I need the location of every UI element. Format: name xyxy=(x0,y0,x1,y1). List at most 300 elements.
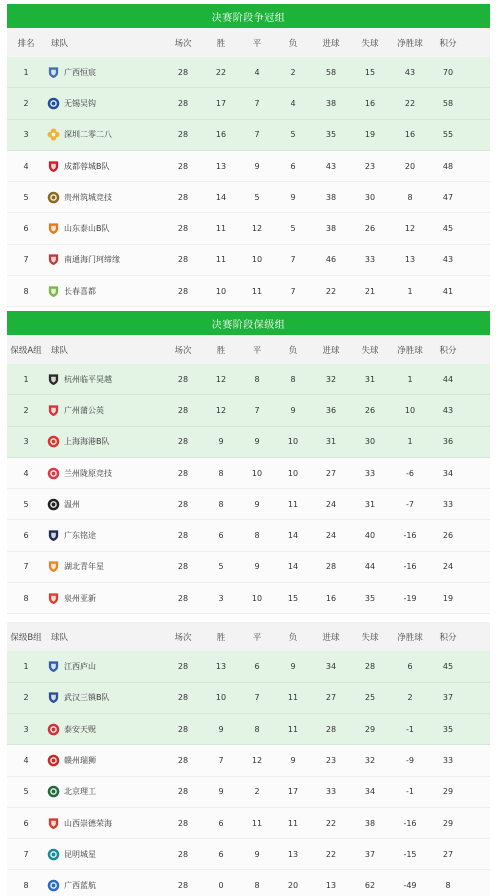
header-rank: 排名 xyxy=(17,38,35,49)
cell-wins: 3 xyxy=(218,593,224,603)
cell-goal-diff: 8 xyxy=(407,192,413,202)
cell-wins: 17 xyxy=(215,98,227,108)
team-cell xyxy=(45,435,163,448)
cell-goals-for: 33 xyxy=(325,787,337,797)
cell-losses: 2 xyxy=(290,67,296,77)
cell-goals-for: 31 xyxy=(325,437,337,447)
cell-rank: 7 xyxy=(23,255,29,265)
cell-goals-against: 34 xyxy=(364,787,376,797)
team-cell xyxy=(45,128,163,141)
cell-played: 28 xyxy=(177,405,189,415)
cell-goals-for: 38 xyxy=(325,192,337,202)
header-losses: 负 xyxy=(288,632,298,643)
team-logo-icon xyxy=(47,97,60,110)
table-row[interactable] xyxy=(7,745,490,776)
cell-rank: 2 xyxy=(23,405,29,415)
team-logo-icon xyxy=(47,128,60,141)
cell-draws: 7 xyxy=(254,130,260,140)
header-rank: 保级A组 xyxy=(10,345,42,356)
team-logo-icon xyxy=(47,66,60,79)
cell-wins: 9 xyxy=(218,724,224,734)
cell-goal-diff: 12 xyxy=(404,224,416,234)
cell-played: 28 xyxy=(177,374,189,384)
cell-goals-against: 29 xyxy=(364,724,376,734)
cell-goals-against: 28 xyxy=(364,662,376,672)
champion-group-title: 决赛阶段争冠组 xyxy=(7,4,490,28)
group-divider xyxy=(7,614,490,622)
cell-wins: 16 xyxy=(215,130,227,140)
table-row[interactable] xyxy=(7,839,490,870)
team-name[interactable]: 上海海港B队 xyxy=(64,437,110,447)
cell-goal-diff: 1 xyxy=(407,286,413,296)
team-name[interactable]: 武汉三镇B队 xyxy=(64,693,110,703)
team-logo-icon xyxy=(47,754,60,767)
header-losses: 负 xyxy=(288,345,298,356)
header-draws: 平 xyxy=(252,632,262,643)
team-cell xyxy=(45,691,163,704)
table-row[interactable] xyxy=(7,245,490,276)
cell-losses: 20 xyxy=(287,881,299,891)
team-name[interactable]: 泉州亚新 xyxy=(64,593,96,603)
cell-points: 26 xyxy=(442,531,454,541)
cell-goals-for: 28 xyxy=(325,562,337,572)
cell-losses: 9 xyxy=(290,755,296,765)
table-row[interactable] xyxy=(7,182,490,213)
cell-losses: 11 xyxy=(287,693,299,703)
cell-points: 33 xyxy=(442,755,454,765)
cell-losses: 7 xyxy=(290,255,296,265)
team-logo-icon xyxy=(47,691,60,704)
cell-goal-diff: -1 xyxy=(406,787,414,797)
team-logo-icon xyxy=(47,560,60,573)
table-row[interactable] xyxy=(7,870,490,896)
cell-rank: 7 xyxy=(23,562,29,572)
header-team: 球队 xyxy=(51,345,69,356)
table-row[interactable] xyxy=(7,427,490,458)
cell-losses: 15 xyxy=(287,593,299,603)
table-body xyxy=(7,57,490,307)
cell-rank: 8 xyxy=(23,593,29,603)
cell-draws: 7 xyxy=(254,405,260,415)
cell-goals-against: 40 xyxy=(364,531,376,541)
team-logo-icon xyxy=(47,253,60,266)
team-logo-icon xyxy=(47,592,60,605)
cell-points: 43 xyxy=(442,405,454,415)
cell-rank: 3 xyxy=(23,437,29,447)
team-name[interactable]: 广东铭途 xyxy=(64,531,96,541)
cell-draws: 8 xyxy=(254,531,260,541)
team-cell xyxy=(45,723,163,736)
cell-goals-against: 31 xyxy=(364,374,376,384)
cell-wins: 13 xyxy=(215,161,227,171)
cell-rank: 3 xyxy=(23,724,29,734)
table-row[interactable] xyxy=(7,489,490,520)
table-row[interactable] xyxy=(7,808,490,839)
cell-goals-against: 19 xyxy=(364,130,376,140)
team-cell xyxy=(45,848,163,861)
header-draws: 平 xyxy=(252,345,262,356)
cell-played: 28 xyxy=(177,224,189,234)
table-row[interactable] xyxy=(7,395,490,426)
cell-played: 28 xyxy=(177,437,189,447)
cell-goals-for: 23 xyxy=(325,755,337,765)
team-name[interactable]: 贵州筑城竞技 xyxy=(64,192,112,202)
cell-points: 8 xyxy=(445,881,451,891)
cell-points: 36 xyxy=(442,437,454,447)
cell-goals-for: 22 xyxy=(325,286,337,296)
table-row[interactable] xyxy=(7,88,490,119)
cell-goals-against: 15 xyxy=(364,67,376,77)
team-name[interactable]: 广西恒宸 xyxy=(64,67,96,77)
cell-goals-for: 34 xyxy=(325,662,337,672)
table-row[interactable] xyxy=(7,552,490,583)
cell-points: 47 xyxy=(442,192,454,202)
team-cell xyxy=(45,191,163,204)
cell-losses: 9 xyxy=(290,662,296,672)
cell-played: 28 xyxy=(177,562,189,572)
table-row[interactable] xyxy=(7,458,490,489)
header-wins: 胜 xyxy=(216,345,226,356)
cell-draws: 12 xyxy=(251,755,263,765)
cell-points: 29 xyxy=(442,818,454,828)
cell-draws: 12 xyxy=(251,224,263,234)
cell-goal-diff: 6 xyxy=(407,662,413,672)
cell-goals-for: 38 xyxy=(325,98,337,108)
cell-rank: 2 xyxy=(23,693,29,703)
team-cell xyxy=(45,404,163,417)
cell-played: 28 xyxy=(177,881,189,891)
cell-goals-for: 27 xyxy=(325,468,337,478)
cell-goal-diff: -15 xyxy=(403,849,417,859)
team-logo-icon xyxy=(47,404,60,417)
cell-goals-against: 16 xyxy=(364,98,376,108)
header-wins: 胜 xyxy=(216,38,226,49)
cell-draws: 9 xyxy=(254,161,260,171)
team-name[interactable]: 杭州临平昊越 xyxy=(64,374,112,384)
cell-wins: 7 xyxy=(218,755,224,765)
cell-rank: 8 xyxy=(23,286,29,296)
cell-losses: 7 xyxy=(290,286,296,296)
cell-losses: 13 xyxy=(287,849,299,859)
header-goals-against: 失球 xyxy=(361,38,379,49)
cell-points: 35 xyxy=(442,724,454,734)
cell-played: 28 xyxy=(177,499,189,509)
table-header xyxy=(7,28,490,57)
relegation-group-title: 决赛阶段保级组 xyxy=(7,311,490,335)
table-row[interactable] xyxy=(7,777,490,808)
cell-draws: 7 xyxy=(254,98,260,108)
cell-goals-for: 28 xyxy=(325,724,337,734)
team-name[interactable]: 湖北青年星 xyxy=(64,562,104,572)
cell-losses: 9 xyxy=(290,192,296,202)
cell-goals-against: 37 xyxy=(364,849,376,859)
cell-losses: 9 xyxy=(290,405,296,415)
cell-rank: 8 xyxy=(23,881,29,891)
cell-played: 28 xyxy=(177,531,189,541)
cell-draws: 9 xyxy=(254,437,260,447)
cell-wins: 12 xyxy=(215,405,227,415)
header-rank: 保级B组 xyxy=(10,632,42,643)
team-logo-icon xyxy=(47,498,60,511)
team-logo-icon xyxy=(47,467,60,480)
cell-points: 43 xyxy=(442,255,454,265)
cell-draws: 10 xyxy=(251,593,263,603)
cell-wins: 6 xyxy=(218,818,224,828)
table-row[interactable] xyxy=(7,151,490,182)
cell-goals-for: 32 xyxy=(325,374,337,384)
team-name[interactable]: 无锡吴钩 xyxy=(64,98,96,108)
team-name[interactable]: 温州 xyxy=(64,499,80,509)
cell-draws: 8 xyxy=(254,881,260,891)
cell-rank: 5 xyxy=(23,192,29,202)
table-header xyxy=(7,622,490,651)
team-logo-icon xyxy=(47,160,60,173)
header-losses: 负 xyxy=(288,38,298,49)
table-row[interactable] xyxy=(7,583,490,614)
cell-draws: 6 xyxy=(254,662,260,672)
cell-played: 28 xyxy=(177,662,189,672)
cell-rank: 3 xyxy=(23,130,29,140)
cell-goals-against: 25 xyxy=(364,693,376,703)
cell-goals-against: 33 xyxy=(364,255,376,265)
table-row[interactable] xyxy=(7,276,490,307)
cell-draws: 9 xyxy=(254,562,260,572)
cell-goals-for: 36 xyxy=(325,405,337,415)
cell-goal-diff: 1 xyxy=(407,374,413,384)
cell-losses: 11 xyxy=(287,818,299,828)
cell-played: 28 xyxy=(177,130,189,140)
cell-goals-against: 26 xyxy=(364,405,376,415)
table-row[interactable] xyxy=(7,683,490,714)
header-goals-for: 进球 xyxy=(322,632,340,643)
cell-draws: 11 xyxy=(251,286,263,296)
cell-goals-against: 23 xyxy=(364,161,376,171)
cell-goal-diff: 13 xyxy=(404,255,416,265)
cell-points: 58 xyxy=(442,98,454,108)
cell-goal-diff: -16 xyxy=(403,562,417,572)
cell-wins: 13 xyxy=(215,662,227,672)
cell-draws: 2 xyxy=(254,787,260,797)
cell-rank: 5 xyxy=(23,787,29,797)
cell-wins: 10 xyxy=(215,286,227,296)
cell-goals-against: 30 xyxy=(364,192,376,202)
cell-points: 70 xyxy=(442,67,454,77)
cell-wins: 8 xyxy=(218,468,224,478)
cell-rank: 7 xyxy=(23,849,29,859)
cell-losses: 11 xyxy=(287,499,299,509)
team-name[interactable]: 赣州瑞狮 xyxy=(64,755,96,765)
table-row[interactable] xyxy=(7,520,490,551)
cell-goals-for: 38 xyxy=(325,224,337,234)
cell-rank: 4 xyxy=(23,468,29,478)
header-played: 场次 xyxy=(174,345,192,356)
cell-wins: 11 xyxy=(215,224,227,234)
cell-goal-diff: -9 xyxy=(406,755,414,765)
team-cell xyxy=(45,560,163,573)
cell-points: 44 xyxy=(442,374,454,384)
cell-points: 33 xyxy=(442,499,454,509)
cell-played: 28 xyxy=(177,286,189,296)
cell-wins: 6 xyxy=(218,531,224,541)
cell-played: 28 xyxy=(177,693,189,703)
cell-points: 45 xyxy=(442,662,454,672)
cell-goals-for: 46 xyxy=(325,255,337,265)
header-played: 场次 xyxy=(174,632,192,643)
cell-points: 27 xyxy=(442,849,454,859)
cell-rank: 5 xyxy=(23,499,29,509)
cell-rank: 6 xyxy=(23,224,29,234)
cell-draws: 8 xyxy=(254,374,260,384)
cell-draws: 11 xyxy=(251,818,263,828)
champion-group-table xyxy=(7,4,490,307)
cell-goals-for: 13 xyxy=(325,881,337,891)
team-logo-icon xyxy=(47,191,60,204)
header-wins: 胜 xyxy=(216,632,226,643)
table-row[interactable] xyxy=(7,213,490,244)
cell-losses: 10 xyxy=(287,437,299,447)
cell-played: 28 xyxy=(177,468,189,478)
team-cell xyxy=(45,592,163,605)
team-cell xyxy=(45,660,163,673)
team-logo-icon xyxy=(47,848,60,861)
cell-goals-against: 32 xyxy=(364,755,376,765)
team-name[interactable]: 泰安天贶 xyxy=(64,724,96,734)
cell-played: 28 xyxy=(177,818,189,828)
cell-wins: 9 xyxy=(218,437,224,447)
team-logo-icon xyxy=(47,817,60,830)
team-cell xyxy=(45,754,163,767)
cell-wins: 6 xyxy=(218,849,224,859)
team-cell xyxy=(45,373,163,386)
cell-played: 28 xyxy=(177,192,189,202)
cell-draws: 9 xyxy=(254,499,260,509)
cell-rank: 4 xyxy=(23,755,29,765)
cell-goals-against: 38 xyxy=(364,818,376,828)
cell-goals-for: 16 xyxy=(325,593,337,603)
cell-goals-for: 22 xyxy=(325,849,337,859)
header-team: 球队 xyxy=(51,38,69,49)
cell-losses: 17 xyxy=(287,787,299,797)
team-cell xyxy=(45,785,163,798)
cell-goal-diff: 10 xyxy=(404,405,416,415)
cell-played: 28 xyxy=(177,255,189,265)
table-row[interactable] xyxy=(7,57,490,88)
cell-played: 28 xyxy=(177,161,189,171)
cell-losses: 14 xyxy=(287,562,299,572)
cell-draws: 10 xyxy=(251,255,263,265)
cell-goal-diff: -19 xyxy=(403,593,417,603)
team-name[interactable]: 成都蓉城B队 xyxy=(64,161,110,171)
cell-draws: 8 xyxy=(254,724,260,734)
cell-goals-against: 44 xyxy=(364,562,376,572)
cell-played: 28 xyxy=(177,98,189,108)
cell-goal-diff: -7 xyxy=(406,499,414,509)
cell-points: 48 xyxy=(442,161,454,171)
team-name[interactable]: 山西崇德荣海 xyxy=(64,818,112,828)
cell-played: 28 xyxy=(177,787,189,797)
table-row[interactable] xyxy=(7,651,490,682)
team-cell xyxy=(45,253,163,266)
team-cell xyxy=(45,879,163,892)
header-team: 球队 xyxy=(51,632,69,643)
team-logo-icon xyxy=(47,529,60,542)
cell-played: 28 xyxy=(177,724,189,734)
team-name[interactable]: 江西庐山 xyxy=(64,662,96,672)
cell-points: 34 xyxy=(442,468,454,478)
cell-goals-for: 58 xyxy=(325,67,337,77)
cell-points: 55 xyxy=(442,130,454,140)
cell-rank: 1 xyxy=(23,374,29,384)
team-name[interactable]: 山东泰山B队 xyxy=(64,224,110,234)
cell-rank: 1 xyxy=(23,662,29,672)
cell-points: 45 xyxy=(442,224,454,234)
team-name[interactable]: 深圳二零二八 xyxy=(64,130,112,140)
cell-goals-against: 30 xyxy=(364,437,376,447)
table-body xyxy=(7,364,490,614)
team-name[interactable]: 广州蒲公英 xyxy=(64,405,104,415)
table-row[interactable] xyxy=(7,714,490,745)
cell-draws: 10 xyxy=(251,468,263,478)
cell-goal-diff: 43 xyxy=(404,67,416,77)
team-cell xyxy=(45,222,163,235)
table-row[interactable] xyxy=(7,364,490,395)
cell-draws: 7 xyxy=(254,693,260,703)
cell-goals-for: 24 xyxy=(325,531,337,541)
cell-goals-against: 31 xyxy=(364,499,376,509)
team-cell xyxy=(45,498,163,511)
team-logo-icon xyxy=(47,785,60,798)
header-goals-for: 进球 xyxy=(322,38,340,49)
cell-losses: 5 xyxy=(290,224,296,234)
cell-rank: 4 xyxy=(23,161,29,171)
cell-points: 41 xyxy=(442,286,454,296)
cell-points: 37 xyxy=(442,693,454,703)
header-played: 场次 xyxy=(174,38,192,49)
cell-played: 28 xyxy=(177,849,189,859)
team-name[interactable]: 兰州陇原竞技 xyxy=(64,468,112,478)
cell-goals-for: 27 xyxy=(325,693,337,703)
cell-losses: 8 xyxy=(290,374,296,384)
header-goal-diff: 净胜球 xyxy=(397,632,423,643)
table-row[interactable] xyxy=(7,120,490,151)
cell-goals-against: 35 xyxy=(364,593,376,603)
cell-wins: 8 xyxy=(218,499,224,509)
team-name[interactable]: 广西蓝航 xyxy=(64,881,96,891)
cell-goal-diff: 22 xyxy=(404,98,416,108)
team-cell xyxy=(45,817,163,830)
team-name[interactable]: 北京理工 xyxy=(64,787,96,797)
cell-draws: 9 xyxy=(254,849,260,859)
team-logo-icon xyxy=(47,723,60,736)
team-cell xyxy=(45,160,163,173)
team-cell xyxy=(45,285,163,298)
cell-goals-against: 21 xyxy=(364,286,376,296)
cell-losses: 5 xyxy=(290,130,296,140)
cell-rank: 1 xyxy=(23,67,29,77)
team-name[interactable]: 长春喜都 xyxy=(64,286,96,296)
cell-goal-diff: 2 xyxy=(407,693,413,703)
cell-goals-against: 62 xyxy=(364,881,376,891)
table-body xyxy=(7,651,490,896)
team-name[interactable]: 南通海门珂缔缘 xyxy=(64,255,120,265)
header-goal-diff: 净胜球 xyxy=(397,38,423,49)
cell-points: 19 xyxy=(442,593,454,603)
cell-goal-diff: 20 xyxy=(404,161,416,171)
team-name[interactable]: 昆明城星 xyxy=(64,849,96,859)
cell-losses: 10 xyxy=(287,468,299,478)
cell-losses: 6 xyxy=(290,161,296,171)
cell-goal-diff: -16 xyxy=(403,531,417,541)
